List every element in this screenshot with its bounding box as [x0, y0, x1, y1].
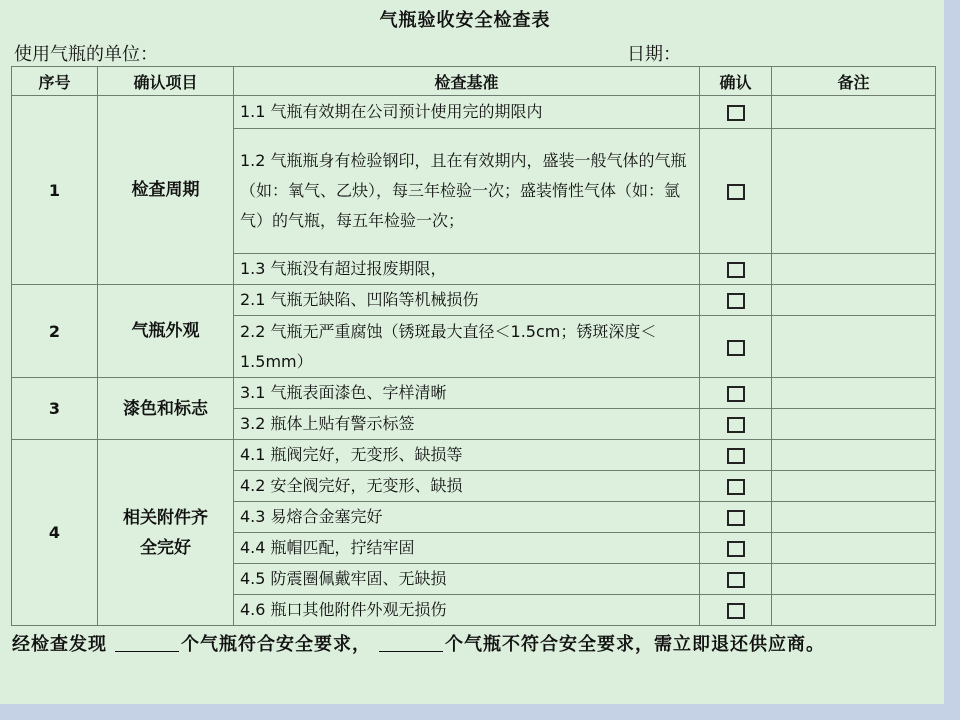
group-item: 漆色和标志 — [98, 378, 234, 440]
criterion-text: 4.1 瓶阀完好，无变形、缺损等 — [234, 440, 700, 471]
checkbox-icon[interactable] — [727, 572, 745, 588]
criterion-text: 3.1 气瓶表面漆色、字样清晰 — [234, 378, 700, 409]
checkbox-icon[interactable] — [727, 603, 745, 619]
checkbox-icon[interactable] — [727, 479, 745, 495]
checkbox-icon[interactable] — [727, 510, 745, 526]
table-row — [12, 96, 936, 129]
group-item: 相关附件齐全完好 — [98, 440, 234, 626]
criterion-text: 4.5 防震圈佩戴牢固、无缺损 — [234, 564, 700, 595]
remarks-cell[interactable] — [772, 502, 936, 533]
criterion-text: 3.2 瓶体上贴有警示标签 — [234, 409, 700, 440]
confirm-cell[interactable] — [700, 595, 772, 626]
checkbox-icon[interactable] — [727, 448, 745, 464]
group-number: 3 — [12, 378, 98, 440]
header-item: 确认项目 — [98, 67, 234, 96]
group-item: 气瓶外观 — [98, 285, 234, 378]
criterion-text: 4.2 安全阀完好，无变形、缺损 — [234, 471, 700, 502]
remarks-cell[interactable] — [772, 409, 936, 440]
table-row — [12, 285, 936, 316]
confirm-cell[interactable] — [700, 129, 772, 254]
unit-label: 使用气瓶的单位： — [14, 44, 158, 65]
group-number: 4 — [12, 440, 98, 626]
date-label: 日期： — [627, 44, 681, 65]
noncompliant-count-blank[interactable] — [379, 633, 443, 652]
header-number: 序号 — [12, 67, 98, 96]
conclusion-middle: 个气瓶符合安全要求， — [181, 634, 371, 655]
confirm-cell[interactable] — [700, 502, 772, 533]
group-number: 2 — [12, 285, 98, 378]
confirm-cell[interactable] — [700, 409, 772, 440]
confirm-cell[interactable] — [700, 285, 772, 316]
confirm-cell[interactable] — [700, 471, 772, 502]
checkbox-icon[interactable] — [727, 541, 745, 557]
criterion-text: 1.3 气瓶没有超过报废期限， — [234, 254, 700, 285]
conclusion-text — [12, 628, 922, 662]
table-row — [12, 440, 936, 471]
table-header-row — [12, 67, 936, 96]
remarks-cell[interactable] — [772, 533, 936, 564]
criterion-text: 1.1 气瓶有效期在公司预计使用完的期限内 — [234, 96, 700, 129]
criterion-text: 4.4 瓶帽匹配，拧结牢固 — [234, 533, 700, 564]
page-title: 气瓶验收安全检查表 — [379, 10, 551, 31]
remarks-cell[interactable] — [772, 564, 936, 595]
remarks-cell[interactable] — [772, 378, 936, 409]
header-remarks: 备注 — [772, 67, 936, 96]
conclusion-suffix: 个气瓶不符合安全要求，需立即退还供应商。 — [445, 634, 825, 655]
compliant-count-blank[interactable] — [115, 633, 179, 652]
group-number: 1 — [12, 96, 98, 285]
criterion-text: 2.1 气瓶无缺陷、凹陷等机械损伤 — [234, 285, 700, 316]
checkbox-icon[interactable] — [727, 262, 745, 278]
confirm-cell[interactable] — [700, 254, 772, 285]
table-row — [12, 378, 936, 409]
confirm-cell[interactable] — [700, 440, 772, 471]
group-item: 检查周期 — [98, 96, 234, 285]
remarks-cell[interactable] — [772, 595, 936, 626]
confirm-cell[interactable] — [700, 378, 772, 409]
remarks-cell[interactable] — [772, 129, 936, 254]
confirm-cell[interactable] — [700, 96, 772, 129]
header-confirm: 确认 — [700, 67, 772, 96]
remarks-cell[interactable] — [772, 440, 936, 471]
header-criteria: 检查基准 — [234, 67, 700, 96]
checkbox-icon[interactable] — [727, 293, 745, 309]
inspection-table — [11, 66, 936, 626]
criterion-text: 2.2 气瓶无严重腐蚀（锈斑最大直径＜1.5cm；锈斑深度＜1.5mm） — [234, 316, 700, 378]
remarks-cell[interactable] — [772, 96, 936, 129]
checkbox-icon[interactable] — [727, 184, 745, 200]
checkbox-icon[interactable] — [727, 340, 745, 356]
criterion-text: 1.2 气瓶瓶身有检验钢印，且在有效期内，盛装一般气体的气瓶（如：氧气、乙炔），每三年检验一次；盛装惰性气体（如：氩气）的气瓶，每五年检验一次； — [234, 129, 700, 254]
criterion-text: 4.3 易熔合金塞完好 — [234, 502, 700, 533]
remarks-cell[interactable] — [772, 285, 936, 316]
checkbox-icon[interactable] — [727, 417, 745, 433]
confirm-cell[interactable] — [700, 564, 772, 595]
criterion-text: 4.6 瓶口其他附件外观无损伤 — [234, 595, 700, 626]
confirm-cell[interactable] — [700, 533, 772, 564]
confirm-cell[interactable] — [700, 316, 772, 378]
checkbox-icon[interactable] — [727, 105, 745, 121]
checkbox-icon[interactable] — [727, 386, 745, 402]
remarks-cell[interactable] — [772, 316, 936, 378]
remarks-cell[interactable] — [772, 471, 936, 502]
conclusion-prefix: 经检查发现 — [12, 634, 107, 655]
remarks-cell[interactable] — [772, 254, 936, 285]
